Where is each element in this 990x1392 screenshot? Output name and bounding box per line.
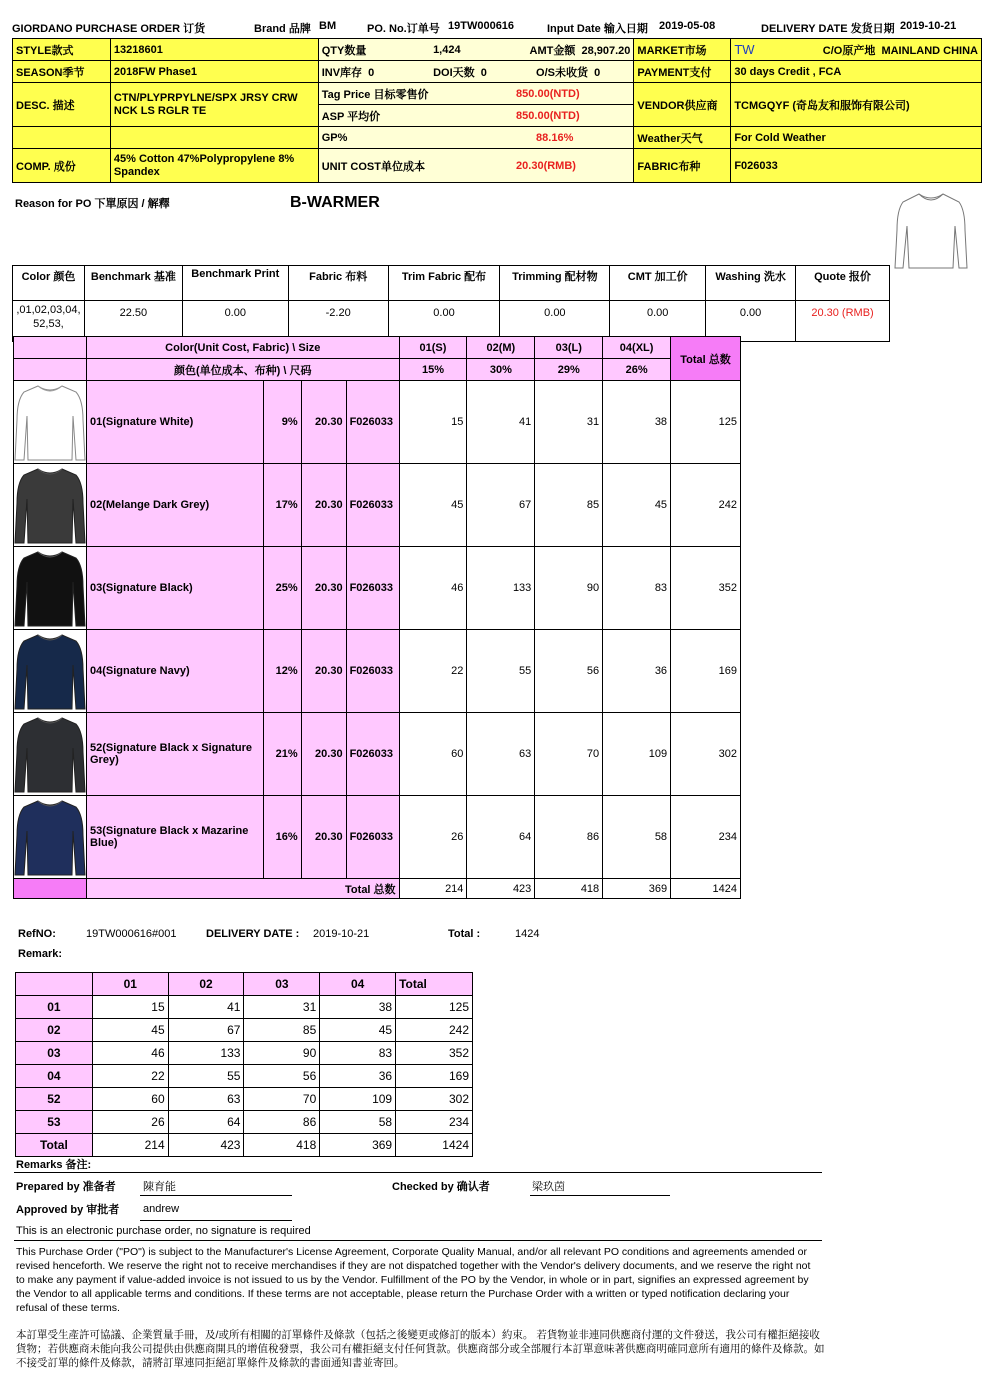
co-value: MAINLAND CHINA <box>881 44 978 57</box>
size-qty-cell: 26 <box>399 796 467 879</box>
comp-value: 45% Cotton 47%Polypropylene 8% Spandex <box>110 149 318 183</box>
checked-value: 梁玖茵 <box>532 1181 565 1193</box>
summary-cell: 109 <box>320 1088 396 1111</box>
approved-label: Approved by 审批者 <box>16 1204 120 1216</box>
summary-cell: 242 <box>396 1019 473 1042</box>
electronic-note: This is an electronic purchase order, no signature is required <box>16 1225 311 1237</box>
color-row <box>14 630 741 713</box>
summary-cell: 45 <box>92 1019 168 1042</box>
bench-trim-fabric-value: 0.00 <box>388 301 500 342</box>
summary-cell: 70 <box>244 1088 320 1111</box>
season-label: SEASON季节 <box>13 61 111 83</box>
color-unit-cost: 20.30 <box>301 464 346 547</box>
summary-cell: 214 <box>92 1134 168 1157</box>
summary-row-label: 52 <box>16 1088 93 1111</box>
size-qty-cell: 41 <box>467 381 535 464</box>
remark-label: Remark: <box>18 948 63 960</box>
checked-label: Checked by 确认者 <box>392 1181 490 1193</box>
bench-header-fabric: Fabric 布料 <box>288 266 388 301</box>
bench-header-color: Color 颜色 <box>13 266 85 301</box>
color-fabric: F026033 <box>346 630 399 713</box>
amt-label: AMT金额 <box>529 44 576 57</box>
size-qty-cell: 36 <box>603 630 671 713</box>
os-label: O/S未收货 <box>536 66 588 79</box>
style-label: STYLE款式 <box>13 39 111 61</box>
row-total: 234 <box>671 796 741 879</box>
summary-cell: 352 <box>396 1042 473 1065</box>
size-qty-cell: 60 <box>399 713 467 796</box>
main-header-color-size: Color(Unit Cost, Fabric) \ Size <box>87 337 400 359</box>
unit-cost-value: 20.30(RMB) <box>496 149 634 183</box>
garment-sketch-image <box>893 190 969 272</box>
market-label: MARKET市场 <box>634 39 731 61</box>
weather-value: For Cold Weather <box>731 127 982 149</box>
color-row <box>14 381 741 464</box>
fabric-label: FABRIC布种 <box>634 149 731 183</box>
summary-row-label: 02 <box>16 1019 93 1042</box>
summary-cell: 133 <box>168 1042 244 1065</box>
summary-cell: 302 <box>396 1088 473 1111</box>
tag-price-value: 850.00(NTD) <box>496 83 634 105</box>
ref-total-value: 1424 <box>515 928 540 940</box>
size-qty-cell: 56 <box>535 630 603 713</box>
grand-total-xl: 369 <box>603 879 671 899</box>
size-qty-cell: 63 <box>467 713 535 796</box>
summary-cell: 55 <box>168 1065 244 1088</box>
color-fabric: F026033 <box>346 713 399 796</box>
comp-label: COMP. 成份 <box>13 149 111 183</box>
total-header: Total 总数 <box>671 337 741 381</box>
input-date-label: Input Date 输入日期 <box>547 23 648 35</box>
po-title: GIORDANO PURCHASE ORDER 订货 <box>12 23 206 35</box>
color-unit-cost: 20.30 <box>301 796 346 879</box>
summary-cell: 85 <box>244 1019 320 1042</box>
bench-trimming-value: 0.00 <box>500 301 610 342</box>
asp-value: 850.00(NTD) <box>496 105 634 127</box>
color-fabric: F026033 <box>346 381 399 464</box>
size-qty-cell: 45 <box>399 464 467 547</box>
summary-cell: 1424 <box>396 1134 473 1157</box>
size-qty-cell: 90 <box>535 547 603 630</box>
grand-total-m: 423 <box>467 879 535 899</box>
color-unit-cost: 20.30 <box>301 381 346 464</box>
color-name: 02(Melange Dark Grey) <box>87 464 264 547</box>
summary-cell: 31 <box>244 996 320 1019</box>
row-total: 125 <box>671 381 741 464</box>
po-header <box>12 20 982 36</box>
color-pct: 12% <box>263 630 301 713</box>
os-value: 0 <box>594 66 601 79</box>
color-pct: 21% <box>263 713 301 796</box>
size-qty-cell: 64 <box>467 796 535 879</box>
summary-cell: 64 <box>168 1111 244 1134</box>
summary-cell: 41 <box>168 996 244 1019</box>
bench-cmt-value: 0.00 <box>610 301 706 342</box>
garment-thumbnail-image <box>14 713 87 796</box>
benchmark-table <box>12 265 890 342</box>
reason-label: Reason for PO 下單原因 / 解釋 <box>15 198 170 210</box>
size-qty-cell: 83 <box>603 547 671 630</box>
size-qty-cell: 46 <box>399 547 467 630</box>
size-pct-m: 30% <box>467 359 535 381</box>
summary-cell: 26 <box>92 1111 168 1134</box>
summary-row-label: 04 <box>16 1065 93 1088</box>
bench-header-cmt: CMT 加工价 <box>610 266 706 301</box>
fabric-value: F026033 <box>731 149 982 183</box>
main-header-color-size-cn: 颜色(单位成本、布种) \ 尺码 <box>87 359 400 381</box>
divider <box>14 1172 822 1173</box>
delivery-date-value: 2019-10-21 <box>900 20 957 32</box>
color-row <box>14 464 741 547</box>
summary-row-label: 03 <box>16 1042 93 1065</box>
summary-row-label: 53 <box>16 1111 93 1134</box>
color-unit-cost: 20.30 <box>301 713 346 796</box>
brand-label: Brand 品牌 <box>254 23 311 35</box>
summary-col-02: 02 <box>168 973 244 996</box>
color-name: 53(Signature Black x Mazarine Blue) <box>87 796 264 879</box>
summary-table <box>15 972 473 1157</box>
color-unit-cost: 20.30 <box>301 547 346 630</box>
approved-signature-line <box>140 1220 292 1221</box>
summary-cell: 83 <box>320 1042 396 1065</box>
summary-cell: 86 <box>244 1111 320 1134</box>
payment-value: 30 days Credit , FCA <box>731 61 982 83</box>
grand-total-l: 418 <box>535 879 603 899</box>
desc-label: DESC. 描述 <box>13 83 111 127</box>
inv-label: INV库存 <box>321 66 363 79</box>
summary-row <box>16 1042 473 1065</box>
summary-cell: 418 <box>244 1134 320 1157</box>
summary-cell: 58 <box>320 1111 396 1134</box>
garment-thumbnail-image <box>14 796 87 879</box>
size-header-l: 03(L) <box>535 337 603 359</box>
size-qty-cell: 67 <box>467 464 535 547</box>
market-value: TW <box>734 41 755 57</box>
summary-cell: 46 <box>92 1042 168 1065</box>
bench-header-washing: Washing 洗水 <box>706 266 796 301</box>
color-name: 01(Signature White) <box>87 381 264 464</box>
ref-delivery-value: 2019-10-21 <box>313 928 370 940</box>
vendor-label: VENDOR供应商 <box>634 83 731 127</box>
terms-english: This Purchase Order ("PO") is subject to the Manufacturer's License Agreement, Corporate Quality Manual, and/or all relevant PO conditions and agreements amended or revised henceforth. We reserve the right not to receive merchandises if they are not dispatched together with the Vendor's delivery documents, and we reserve the right not to make any payment if value-added invoice is not issued to us by the Vendor. Fulfillment of the PO by the Vendor, in whole or in part, signifies an expressed agreement by the Vendor to all applicable terms and conditions. If these terms are not acceptable, please return the Purchase Order with a written or typed notification declaring your refusal of these terms. <box>16 1246 811 1314</box>
garment-thumbnail-image <box>14 630 87 713</box>
color-pct: 17% <box>263 464 301 547</box>
color-pct: 25% <box>263 547 301 630</box>
color-pct: 16% <box>263 796 301 879</box>
summary-col-04: 04 <box>320 973 396 996</box>
vendor-value: TCMGQYF (奇岛友和服饰有限公司) <box>731 83 982 127</box>
bench-header-trim-fabric: Trim Fabric 配布 <box>388 266 500 301</box>
color-fabric: F026033 <box>346 796 399 879</box>
summary-col-01: 01 <box>92 973 168 996</box>
reason-title: B-WARMER <box>290 194 380 211</box>
bench-benchmark-value: 22.50 <box>84 301 182 342</box>
remarks-label: Remarks 备注: <box>16 1159 92 1171</box>
summary-row <box>16 1088 473 1111</box>
summary-cell: 90 <box>244 1042 320 1065</box>
prepared-signature-line <box>140 1195 292 1196</box>
size-qty-cell: 133 <box>467 547 535 630</box>
summary-col-03: 03 <box>244 973 320 996</box>
season-value: 2018FW Phase1 <box>110 61 318 83</box>
color-unit-cost: 20.30 <box>301 630 346 713</box>
refno-label: RefNO: <box>18 928 56 940</box>
size-qty-cell: 70 <box>535 713 603 796</box>
gp-value: 88.16% <box>496 127 634 149</box>
bench-quote-value: 20.30 (RMB) <box>796 301 890 342</box>
bench-header-trimming: Trimming 配材物 <box>500 266 610 301</box>
inv-value: 0 <box>368 66 375 79</box>
size-qty-cell: 86 <box>535 796 603 879</box>
color-name: 03(Signature Black) <box>87 547 264 630</box>
checked-signature-line <box>530 1195 670 1196</box>
size-qty-cell: 22 <box>399 630 467 713</box>
bench-fabric-value: -2.20 <box>288 301 388 342</box>
order-info-table <box>12 38 982 183</box>
co-label: C/O原产地 <box>822 44 876 57</box>
terms-chinese: 本訂單受生產許可協議、企業質量手冊，及/或所有相關的訂單條件及條款（包括之後變更或修訂的版本）約束。 若貨物並非連同供應商付運的文件發送，我公司有權拒絕接收貨物；若供應商未能向我公司提供由供應商開具的增值稅發票，我公司有權拒絕支付任何貨款。供應商部分或全部履行本訂單意味著供應商明確同意所有適用的條件及條款。如不接受訂單的條件及條款，請將訂單連同拒絕訂單條件及條款的書面通知書並寄回。 <box>16 1329 825 1369</box>
bench-color-value: ,01,02,03,04,52,53, <box>13 301 85 342</box>
summary-cell: 36 <box>320 1065 396 1088</box>
garment-thumbnail-image <box>14 464 87 547</box>
asp-label: ASP 平均价 <box>318 105 496 127</box>
po-number-value: 19TW000616 <box>448 20 515 32</box>
summary-cell: 423 <box>168 1134 244 1157</box>
size-qty-cell: 31 <box>535 381 603 464</box>
qty-value: 1,424 <box>430 39 496 61</box>
size-header-xl: 04(XL) <box>603 337 671 359</box>
color-name: 52(Signature Black x Signature Grey) <box>87 713 264 796</box>
weather-label: Weather天气 <box>634 127 731 149</box>
color-fabric: F026033 <box>346 547 399 630</box>
divider <box>14 1240 822 1241</box>
color-row <box>14 547 741 630</box>
ref-total-label: Total : <box>448 928 481 940</box>
summary-row <box>16 1134 473 1157</box>
color-row <box>14 796 741 879</box>
size-header-m: 02(M) <box>467 337 535 359</box>
summary-row <box>16 1019 473 1042</box>
summary-cell: 38 <box>320 996 396 1019</box>
summary-row <box>16 996 473 1019</box>
desc-value: CTN/PLYPRPYLNE/SPX JRSY CRW NCK LS RGLR TE <box>110 83 318 127</box>
refno-value: 19TW000616#001 <box>86 928 177 940</box>
summary-cell: 234 <box>396 1111 473 1134</box>
size-pct-s: 15% <box>399 359 467 381</box>
summary-cell: 22 <box>92 1065 168 1088</box>
bench-header-benchmark: Benchmark 基准 <box>84 266 182 301</box>
qty-label: QTY数量 <box>321 44 367 57</box>
size-pct-xl: 26% <box>603 359 671 381</box>
summary-cell: 369 <box>320 1134 396 1157</box>
summary-col-total: Total <box>396 973 473 996</box>
row-total: 302 <box>671 713 741 796</box>
row-total: 352 <box>671 547 741 630</box>
summary-cell: 56 <box>244 1065 320 1088</box>
size-pct-l: 29% <box>535 359 603 381</box>
garment-thumbnail-image <box>14 547 87 630</box>
size-qty-cell: 15 <box>399 381 467 464</box>
color-name: 04(Signature Navy) <box>87 630 264 713</box>
summary-cell: 169 <box>396 1065 473 1088</box>
unit-cost-label: UNIT COST单位成本 <box>318 149 496 183</box>
gp-label: GP% <box>318 127 496 149</box>
input-date-value: 2019-05-08 <box>659 20 716 32</box>
amt-value: 28,907.20 <box>581 44 631 57</box>
prepared-value: 陳育能 <box>143 1181 176 1193</box>
prepared-label: Prepared by 准备者 <box>16 1181 116 1193</box>
size-qty-cell: 85 <box>535 464 603 547</box>
approved-value: andrew <box>143 1203 180 1215</box>
summary-cell: 15 <box>92 996 168 1019</box>
summary-cell: 125 <box>396 996 473 1019</box>
grand-total-s: 214 <box>399 879 467 899</box>
color-fabric: F026033 <box>346 464 399 547</box>
size-qty-cell: 109 <box>603 713 671 796</box>
summary-row-label: 01 <box>16 996 93 1019</box>
po-number-label: PO. No.订单号 <box>367 23 440 35</box>
summary-cell: 45 <box>320 1019 396 1042</box>
garment-thumbnail-image <box>14 381 87 464</box>
summary-row <box>16 1111 473 1134</box>
brand-value: BM <box>319 20 337 32</box>
row-total: 242 <box>671 464 741 547</box>
size-qty-cell: 58 <box>603 796 671 879</box>
summary-cell: 67 <box>168 1019 244 1042</box>
grand-total-all: 1424 <box>671 879 741 899</box>
summary-row-label: Total <box>16 1134 93 1157</box>
color-row <box>14 713 741 796</box>
size-header-s: 01(S) <box>399 337 467 359</box>
grand-total-label: Total 总数 <box>87 879 400 899</box>
delivery-date-label: DELIVERY DATE 发货日期 <box>761 23 895 35</box>
style-value: 13218601 <box>110 39 318 61</box>
summary-cell: 60 <box>92 1088 168 1111</box>
tag-price-label: Tag Price 目标零售价 <box>318 83 496 105</box>
ref-delivery-label: DELIVERY DATE : <box>206 928 300 940</box>
size-qty-cell: 38 <box>603 381 671 464</box>
size-qty-cell: 55 <box>467 630 535 713</box>
bench-header-quote: Quote 报价 <box>796 266 890 301</box>
color-pct: 9% <box>263 381 301 464</box>
summary-cell: 63 <box>168 1088 244 1111</box>
bench-benchmark-print-value: 0.00 <box>182 301 288 342</box>
color-size-table <box>13 336 741 899</box>
row-total: 169 <box>671 630 741 713</box>
doi-value: 0 <box>480 66 487 79</box>
summary-row <box>16 1065 473 1088</box>
payment-label: PAYMENT支付 <box>634 61 731 83</box>
size-qty-cell: 45 <box>603 464 671 547</box>
doi-label: DOI天数 <box>433 66 475 79</box>
bench-header-benchmark-print: Benchmark Print <box>182 266 288 301</box>
bench-washing-value: 0.00 <box>706 301 796 342</box>
